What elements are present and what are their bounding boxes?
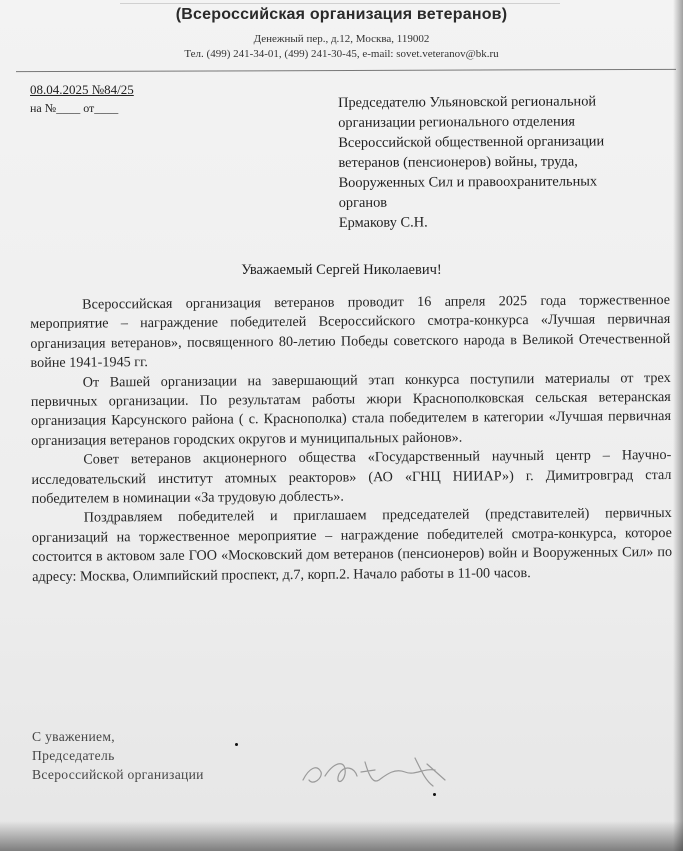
body-paragraph: Всероссийская организация ветеранов проводит 16 апреля 2025 года торжественное мероприятие – награждение победителей Всероссийского смотра-конкурса «Лучшая первичная организация ветеранов», посвященного 80-летию Победы советского народа в Великой Отечественной войне 1941-1945 гг. [30,291,671,372]
addressee-line: органов [338,194,388,211]
letterhead-divider [16,69,676,72]
body-paragraph: От Вашей организации на завершающий этап конкурса поступили материалы от трех первичных организации. По результатам работы жюри Краснополковская сельская ветеранская организация Карсунского района ( с. Краснополка) стала победителем в категории «Лучшая первичная организация ветеранов городских округов и муниципальных районов». [30,369,672,449]
addressee-line: Всероссийской общественной организации [338,133,605,151]
closing-regards: С уважением, [32,729,115,744]
addressee-line: Председателю Ульяновской региональной [338,93,597,111]
letterhead-address: Денежный пер., д.12, Москва, 119002 [253,33,430,45]
addressee-line: организации регионального отделения [338,113,576,131]
photo-bottom-shadow [0,821,683,851]
closing-organization: Всероссийской организации [32,767,204,782]
addressee-line: Вооруженных Сил и правоохранительных [338,173,598,191]
addressee-line: Ермакову С.Н. [338,214,428,231]
letterhead-contacts: Тел. (499) 241-34-01, (499) 241-30-45, e-mail: sovet.veteranov@bk.ru [184,48,499,60]
body-paragraph: Поздравляем победителей и приглашаем председателей (представителей) первичных организаций на торжественное мероприятие – награждение победителей смотра-конкурса, которое состоится в актовом зале ГОО «Московский дом ветеранов (пенсионеров) войн и Вооруженных Сил» по адресу: Москва, Олимпийский проспект, д.7, корп.2. Начало работы в 11-00 часов. [31,505,673,585]
ink-dot [235,743,238,746]
document-date-number: 08.04.2025 №84/25 [30,82,134,97]
cut-off-header-line [120,0,560,4]
body-paragraph: Совет ветеранов акционерного общества «Государственный научный центр – Научно-исследовательский институт атомных реакторов» (АО «ГНЦ НИИАР») г. Димитровград стал победителем в номинации «За трудовую доблесть». [31,447,672,508]
addressee-line: ветеранов (пенсионеров) войны, труда, [338,153,578,171]
addressee-block [338,91,679,233]
handwritten-signature [295,750,495,798]
ink-dot [433,793,436,796]
salutation: Уважаемый Сергей Николаевич! [241,262,442,278]
closing-block [32,727,204,784]
photo-edge-shadow [673,0,683,851]
letterhead-org-name: (Всероссийская организация ветеранов) [175,6,508,23]
letter-body [30,291,672,587]
closing-title: Председатель [32,748,115,763]
incoming-reference: на №____ от____ [30,101,119,115]
